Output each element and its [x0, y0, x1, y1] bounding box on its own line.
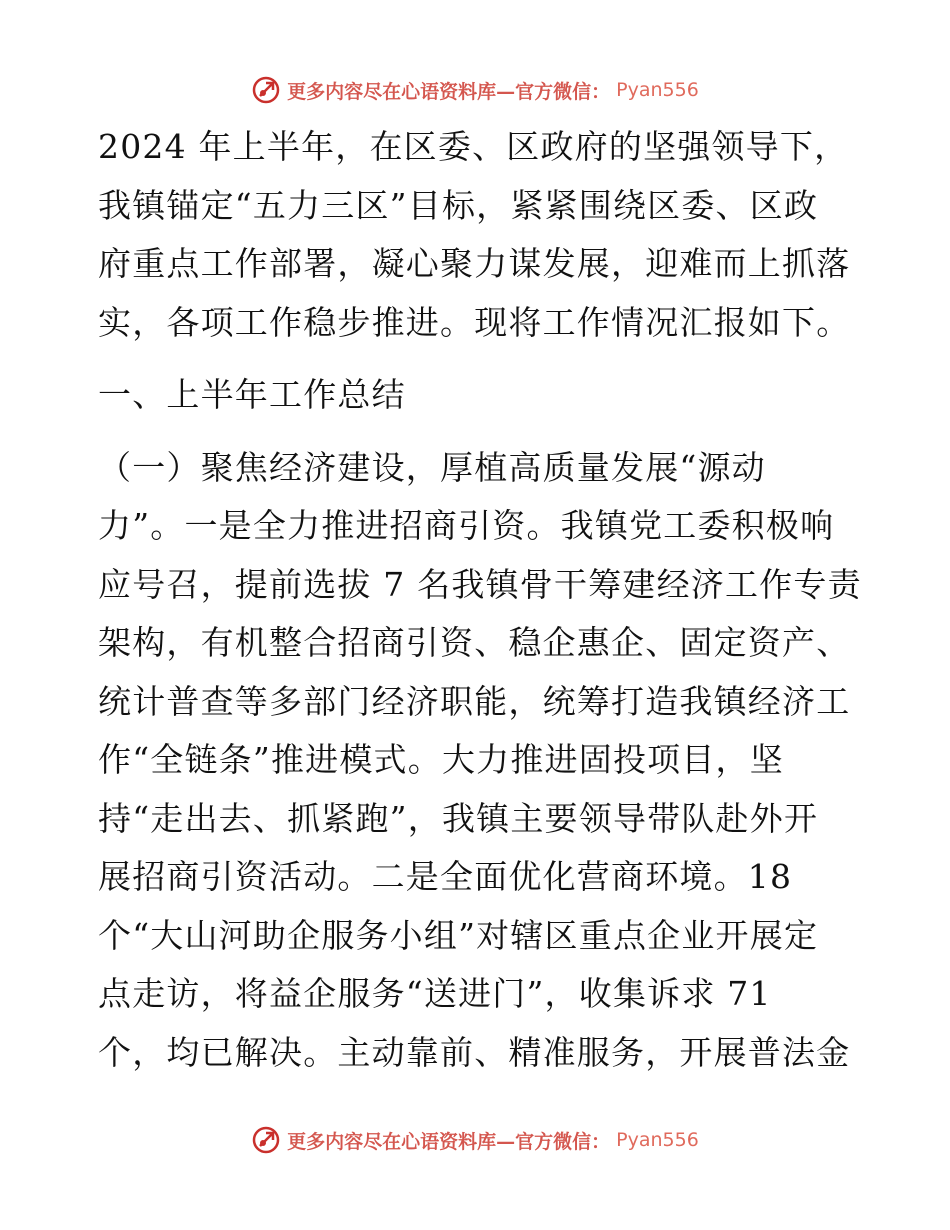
text-line: 展招商引资活动。二是全面优化营商环境。18 — [98, 857, 793, 896]
section-heading: 一、上半年工作总结 — [98, 375, 406, 414]
footer-watermark — [0, 1120, 950, 1160]
text-line: 应号召，提前选拔 7 名我镇骨干筹建经济工作专责 — [98, 564, 862, 604]
header-watermark — [0, 70, 950, 110]
logo-icon — [251, 1125, 281, 1155]
watermark-code: Pyan556 — [616, 79, 699, 101]
text-line: 我镇锚定“五力三区”目标，紧紧围绕区委、区政 — [98, 185, 819, 225]
text-line: 作“全链条”推进模式。大力推进固投项目，坚 — [98, 740, 784, 779]
watermark-code: Pyan556 — [616, 1129, 699, 1151]
watermark-text: 更多内容尽在心语资料库—官方微信： — [287, 80, 611, 103]
text-line: 个“大山河助企服务小组”对辖区重点企业开展定 — [98, 915, 819, 955]
logo-icon — [251, 75, 281, 105]
text-line: 个，均已解决。主动靠前、精准服务，开展普法金 — [98, 1032, 851, 1072]
text-line: 2024 年上半年，在区委、区政府的坚强领导下， — [98, 127, 849, 166]
text-line: 统计普查等多部门经济职能，统筹打造我镇经济工 — [98, 681, 851, 721]
section-paragraph — [98, 439, 862, 1083]
text-line: 架构，有机整合招商引资、稳企惠企、固定资产、 — [98, 623, 851, 662]
text-line: 实，各项工作稳步推进。现将工作情况汇报如下。 — [98, 302, 851, 342]
intro-paragraph — [98, 118, 858, 352]
text-line: 府重点工作部署，凝心聚力谋发展，迎难而上抓落 — [98, 244, 851, 283]
document-body — [98, 118, 862, 1082]
text-line: 点走访，将益企服务“送进门”，收集诉求 71 — [98, 974, 772, 1013]
text-line: （一）聚焦经济建设，厚植高质量发展“源动 — [98, 447, 766, 487]
watermark-text: 更多内容尽在心语资料库—官方微信： — [287, 1130, 611, 1153]
text-line: 持“走出去、抓紧跑”，我镇主要领导带队赴外开 — [98, 798, 819, 838]
text-line: 力”。一是全力推进招商引资。我镇党工委积极响 — [98, 506, 835, 545]
